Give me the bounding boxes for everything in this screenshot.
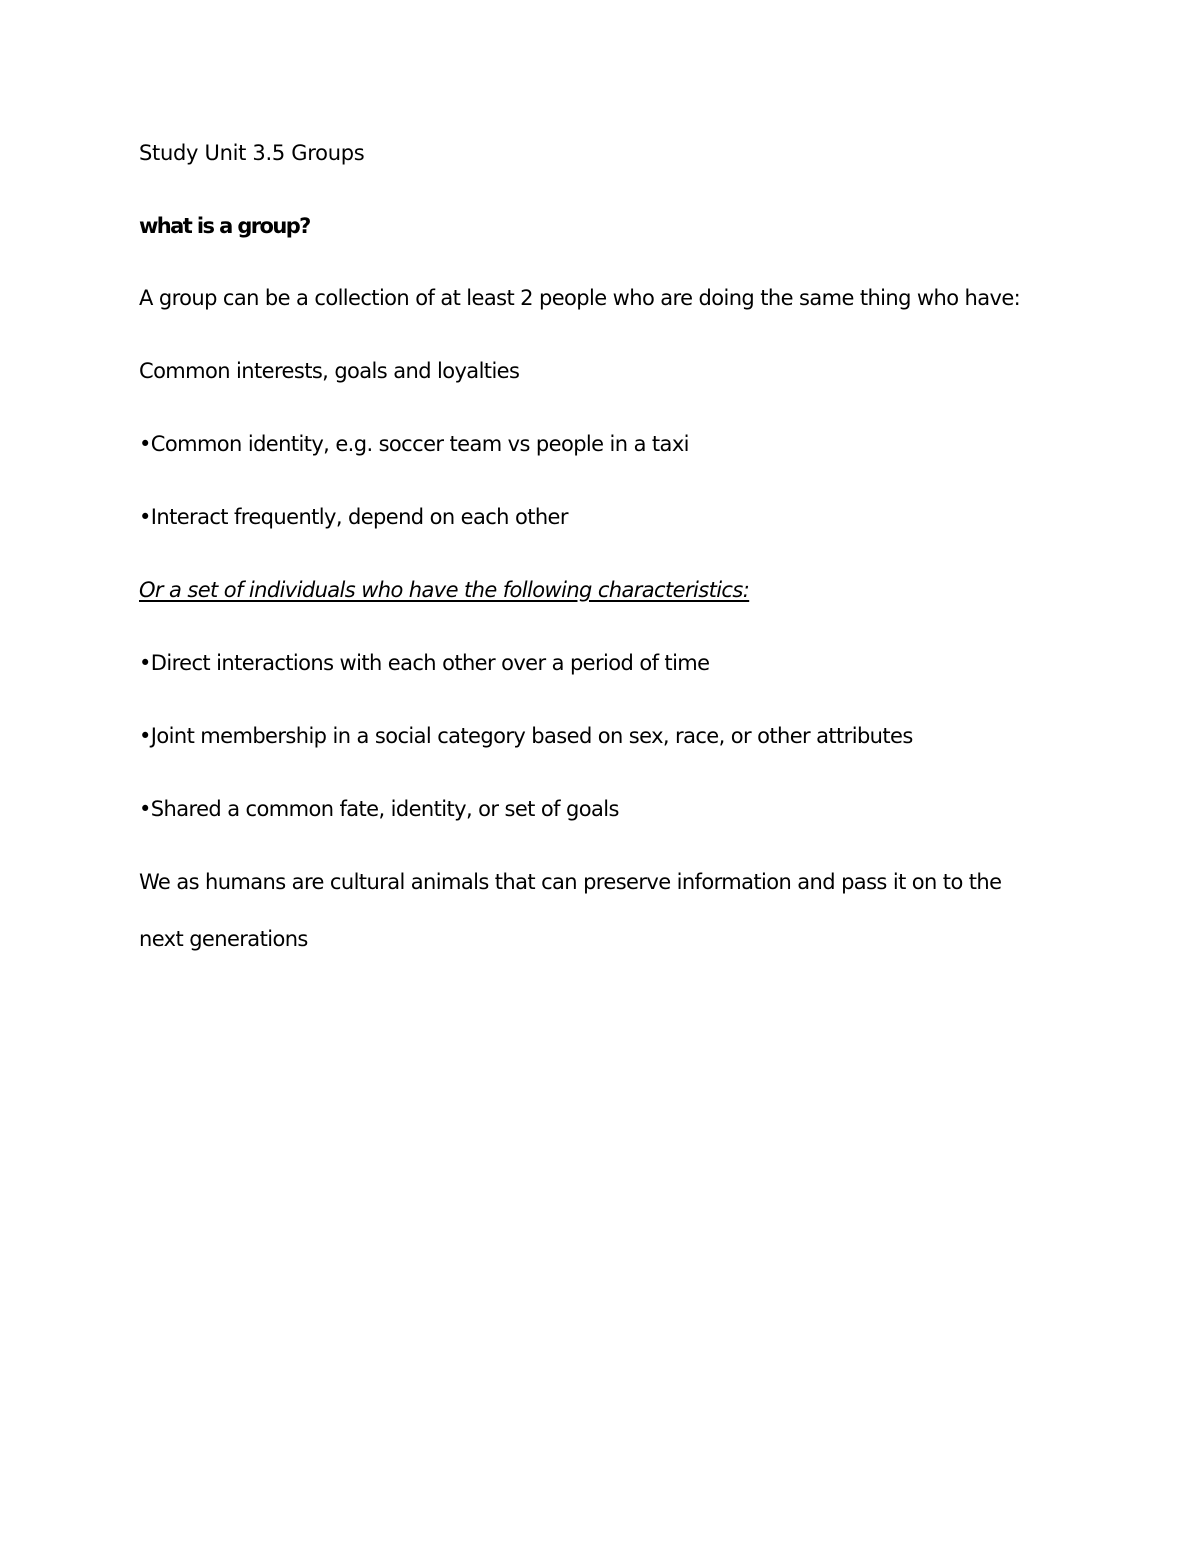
list-item: •Direct interactions with each other over a period of time [139, 651, 710, 675]
list-item: •Common identity, e.g. soccer team vs people in a taxi [139, 432, 689, 456]
list-item: •Interact frequently, depend on each other [139, 505, 568, 529]
intro-paragraph: A group can be a collection of at least 2 people who are doing the same thing who have: [139, 286, 1021, 310]
list-item: •Shared a common fate, identity, or set of goals [139, 797, 619, 821]
document-title: Study Unit 3.5 Groups [139, 141, 365, 165]
characteristics-subheading: Or a set of individuals who have the following characteristics: [139, 578, 750, 602]
section-heading: what is a group? [139, 214, 310, 238]
common-interests-line: Common interests, goals and loyalties [139, 359, 520, 383]
document-body [139, 138, 1059, 968]
closing-paragraph: We as humans are cultural animals that can preserve information and pass it on to the next generations [139, 870, 1002, 951]
list-item: •Joint membership in a social category based on sex, race, or other attributes [139, 724, 913, 748]
